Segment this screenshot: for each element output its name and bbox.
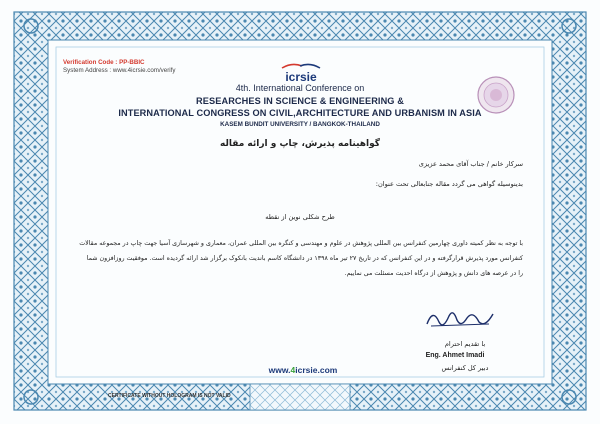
body-line-2: کنفرانس مورد پذیرش قرارگرفته و در این کنفرانس که در تاریخ ۲۷ تیر ماه ۱۳۹۸ در دانشگاه کاسم باندیت بانکوک برگزار شد ارائه گردیده است. موفقیت روزافزون شما — [86, 255, 523, 262]
verification-code-value: PP-BBIC — [119, 59, 145, 66]
paper-title: طرح شکلی نوین از نقطه — [265, 213, 335, 221]
website-prefix: www. — [268, 365, 291, 375]
verification-code-label: Verification Code : — [63, 59, 118, 66]
signature-caption: با تقدیم احترام — [444, 340, 486, 348]
handwritten-signature-icon — [423, 304, 498, 332]
verification-block — [63, 59, 175, 75]
website-rest: icrsie.com — [295, 365, 338, 375]
body-line-1: با توجه به نظر کمیته داوری چهارمین کنفرانس بین المللی پژوهش در علوم و مهندسی و کنگره بین المللی عمران، معماری و شهرسازی آسیا جهت چاپ در مجموعه مقالات — [79, 240, 523, 247]
icrsie-logo-icon — [278, 62, 324, 84]
conference-line-1: 4th. International Conference on — [235, 83, 365, 93]
conference-line-3: INTERNATIONAL CONGRESS ON CIVIL,ARCHITECTURE AND URBANISM IN ASIA — [118, 108, 482, 118]
website-link[interactable] — [248, 365, 358, 375]
system-address-label: System Address : — [63, 67, 112, 74]
conference-line-2: RESEARCHES IN SCIENCE & ENGINEERING & — [196, 96, 404, 106]
salutation-line: سرکار خانم / جناب آقای محمد عزیزی — [418, 160, 523, 168]
certificate-title: گواهینامه پذیرش، چاپ و ارائه مقاله — [220, 139, 380, 149]
conference-venue: KASEM BUNDIT UNIVERSITY / BANGKOK-THAILAND — [220, 121, 380, 128]
logo-text: icrsie — [285, 70, 317, 84]
body-line-3: را در عرصه های دانش و پژوهش از درگاه احدیت مسئلت می نماییم. — [344, 270, 523, 277]
system-address-value[interactable]: www.4icrsie.com/verify — [112, 67, 176, 74]
certificate-body — [73, 236, 523, 281]
statement-line: بدینوسیله گواهی می گردد مقاله جنابعالی تحت عنوان: — [375, 180, 523, 188]
signatory-role: دبیر کل کنفرانس — [441, 364, 489, 372]
website-highlight: 4 — [290, 365, 296, 375]
signatory-name: Eng. Ahmet Imadi — [425, 352, 485, 359]
hologram-note: CERTIFICATE WITHOUT HOLOGRAM IS NOT VALID — [108, 393, 231, 399]
